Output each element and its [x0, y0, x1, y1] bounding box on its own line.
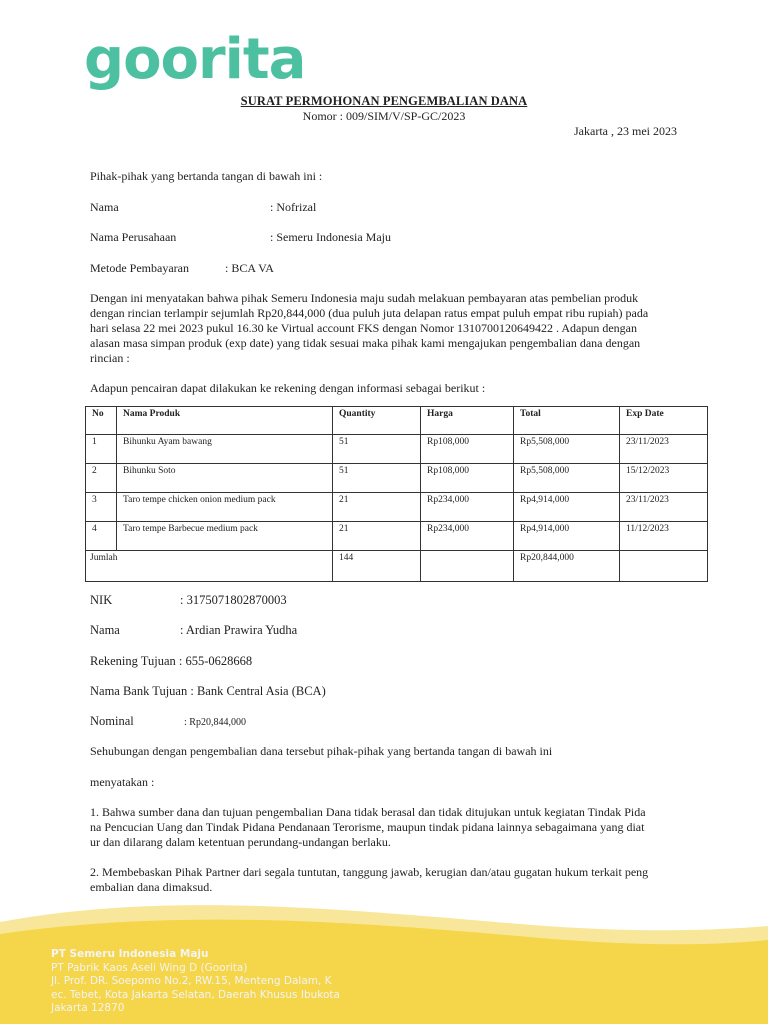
closing-line-1: Sehubungan dengan pengembalian dana tersebut pihak-pihak yang bertanda tangan di bawah ini	[90, 744, 553, 758]
cell-no: 3	[86, 493, 117, 522]
closing-line-2: menyatakan :	[90, 775, 155, 789]
recipient-name-label: Nama	[90, 623, 120, 637]
cell-produk: Taro tempe chicken onion medium pack	[117, 493, 333, 522]
letter-date: Jakarta , 23 mei 2023	[574, 124, 677, 138]
intro-text: Pihak-pihak yang bertanda tangan di bawah ini :	[90, 169, 323, 183]
footer-line: Jakarta 12870	[51, 1002, 125, 1014]
table-row	[86, 493, 708, 522]
statement-line: alasan masa simpan produk (exp date) yang tidak sesuai maka pihak kami mengajukan pengembalian dana dengan	[90, 336, 641, 350]
logo-text: goorita	[84, 27, 306, 92]
product-table	[85, 406, 708, 582]
statement-line: hari selasa 22 mei 2023 pukul 16.30 ke Virtual account FKS dengan Nomor 1310700120649422 . Adapun dengan	[90, 321, 637, 335]
cell-exp-date: 23/11/2023	[620, 493, 708, 522]
statement-line: Dengan ini menyatakan bahwa pihak Semeru Indonesia maju sudah melakuan pembayaran atas pembelian produk	[90, 291, 639, 305]
statement-line: rincian :	[90, 351, 130, 365]
cell-harga: Rp108,000	[421, 435, 514, 464]
cell-produk: Bihunku Ayam bawang	[117, 435, 333, 464]
table-total-row	[86, 551, 708, 582]
col-nama-produk: Nama Produk	[117, 407, 333, 435]
letter-number: Nomor : 009/SIM/V/SP-GC/2023	[302, 109, 466, 123]
col-quantity: Quantity	[333, 407, 421, 435]
cell-harga: Rp234,000	[421, 493, 514, 522]
cell-produk: Bihunku Soto	[117, 464, 333, 493]
table-row	[86, 464, 708, 493]
statement-line: dengan rincian terlampir sejumlah Rp20,844,000 (dua puluh juta delapan ratus empat puluh empat ribu rupiah) pada	[90, 306, 649, 320]
point-2-line: 2. Membebaskan Pihak Partner dari segala tuntutan, tanggung jawab, kerugian dan/atau gugatan hukum terkait peng	[90, 865, 649, 879]
nik-value: : 3175071802870003	[180, 593, 287, 607]
col-no: No	[86, 407, 117, 435]
cell-harga: Rp108,000	[421, 464, 514, 493]
cell-quantity: 51	[333, 435, 421, 464]
field-value-nama: : Nofrizal	[270, 200, 317, 214]
footer-line: Jl. Prof. DR. Soepomo No.2, RW.15, Menteng Dalam, K	[51, 975, 332, 987]
goorita-logo	[84, 27, 306, 94]
cell-no: 2	[86, 464, 117, 493]
cell-total: Rp4,914,000	[514, 493, 620, 522]
point-1-line: na Pencucian Uang dan Tindak Pidana Pendanaan Terorisme, maupun tindak pidana lainnya sebagaimana yang diat	[90, 820, 645, 834]
footer-company: PT Semeru Indonesia Maju	[51, 948, 209, 960]
cell-quantity: 51	[333, 464, 421, 493]
point-2-line: embalian dana dimaksud.	[90, 880, 213, 894]
field-label-metode: Metode Pembayaran	[90, 261, 189, 275]
cell-produk: Taro tempe Barbecue medium pack	[117, 522, 333, 551]
table-row	[86, 522, 708, 551]
point-2	[90, 865, 678, 895]
point-1-line: ur dan dilarang dalam ketentuan perundang-undangan berlaku.	[90, 835, 391, 849]
cell-quantity: 21	[333, 493, 421, 522]
cell-harga: Rp234,000	[421, 522, 514, 551]
footer-line: PT Pabrik Kaos Aseli Wing D (Goorita)	[51, 961, 248, 974]
footer-line: ec. Tebet, Kota Jakarta Selatan, Daerah Khusus Ibukota	[51, 988, 340, 1001]
col-harga: Harga	[421, 407, 514, 435]
rekening-tujuan: Rekening Tujuan : 655-0628668	[90, 654, 253, 668]
recipient-name-value: : Ardian Prawira Yudha	[180, 623, 298, 637]
point-1	[90, 805, 678, 850]
bank-tujuan: Nama Bank Tujuan : Bank Central Asia (BCA)	[90, 684, 326, 698]
footer-address	[51, 948, 340, 1016]
col-total: Total	[514, 407, 620, 435]
cell-exp-date: 11/12/2023	[620, 522, 708, 551]
pencairan-text: Adapun pencairan dapat dilakukan ke rekening dengan informasi sebagai berikut :	[90, 381, 486, 395]
cell-total-harga	[421, 551, 514, 582]
nominal-value: : Rp20,844,000	[184, 717, 246, 728]
cell-quantity: 21	[333, 522, 421, 551]
cell-no: 1	[86, 435, 117, 464]
cell-exp-date: 23/11/2023	[620, 435, 708, 464]
statement-paragraph	[90, 291, 678, 366]
cell-exp-date: 15/12/2023	[620, 464, 708, 493]
cell-total: Rp5,508,000	[514, 464, 620, 493]
cell-total: Rp4,914,000	[514, 522, 620, 551]
field-value-metode: : BCA VA	[225, 261, 274, 275]
cell-grand-total: Rp20,844,000	[514, 551, 620, 582]
cell-no: 4	[86, 522, 117, 551]
field-label-perusahaan: Nama Perusahaan	[90, 230, 177, 244]
cell-jumlah-label: Jumlah	[86, 551, 333, 582]
cell-total: Rp5,508,000	[514, 435, 620, 464]
point-1-line: 1. Bahwa sumber dana dan tujuan pengembalian Dana tidak berasal dan tidak ditujukan untuk kegiatan Tindak Pida	[90, 805, 646, 819]
cell-total-quantity: 144	[333, 551, 421, 582]
field-value-perusahaan: : Semeru Indonesia Maju	[270, 230, 391, 244]
col-exp-date: Exp Date	[620, 407, 708, 435]
table-header-row	[86, 407, 708, 435]
nominal-label: Nominal	[90, 714, 134, 728]
letter-title: SURAT PERMOHONAN PENGEMBALIAN DANA	[240, 94, 528, 108]
cell-total-exp	[620, 551, 708, 582]
field-label-nama: Nama	[90, 200, 119, 214]
table-row	[86, 435, 708, 464]
nik-label: NIK	[90, 593, 113, 607]
